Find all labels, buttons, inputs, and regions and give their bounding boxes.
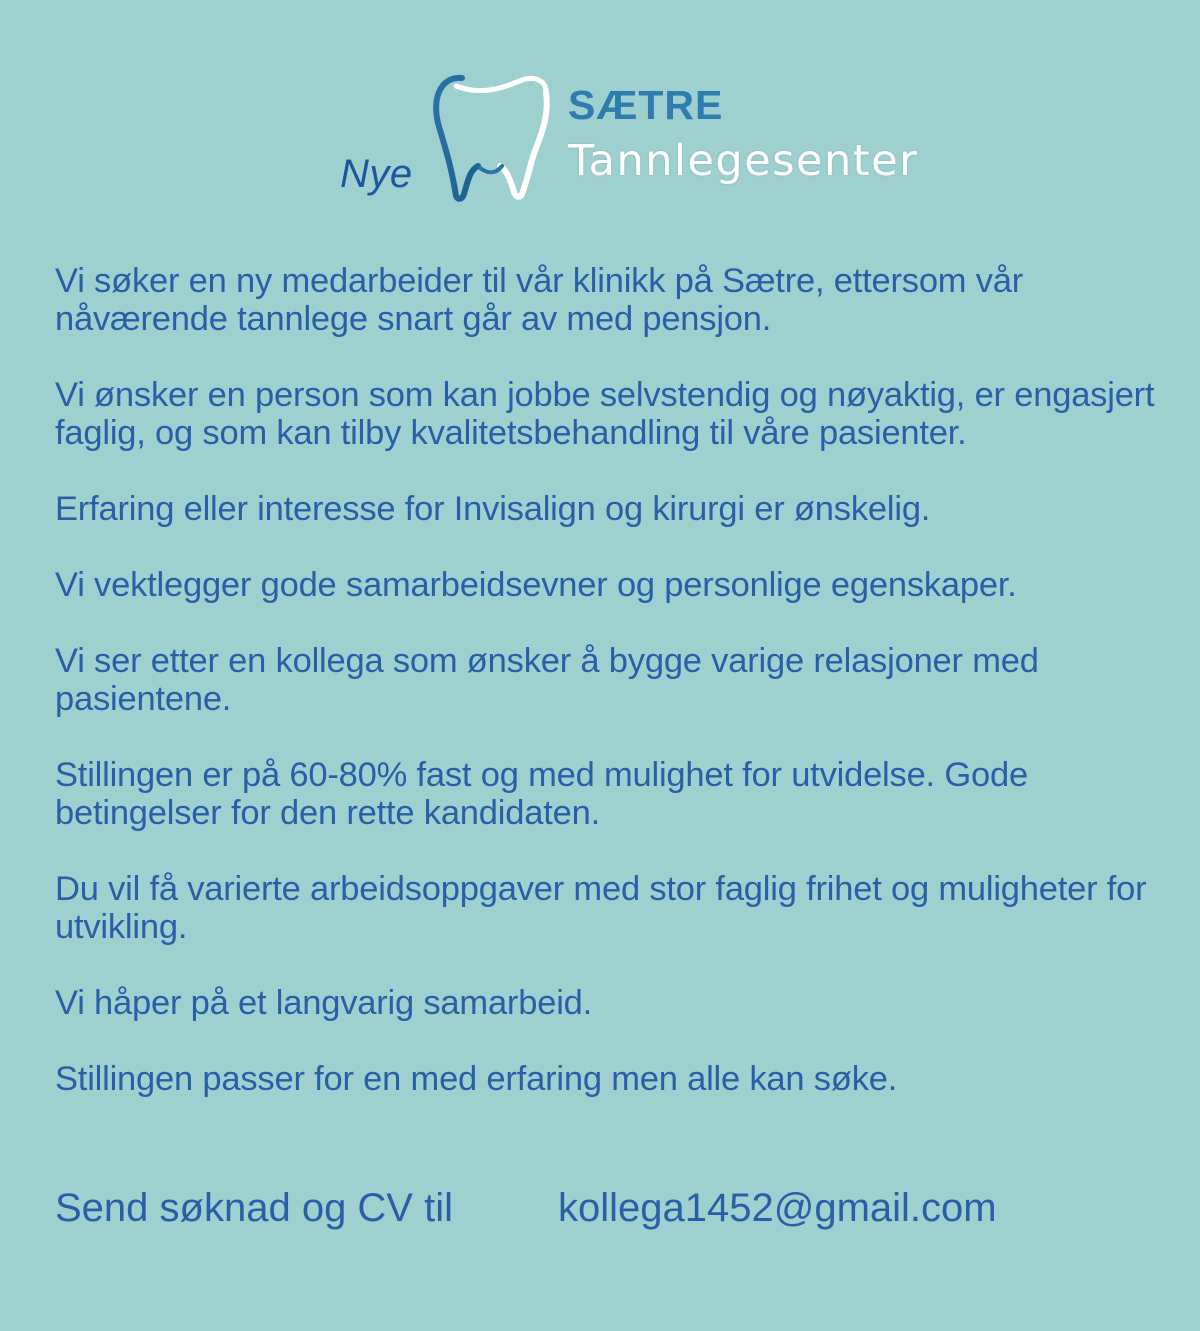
paragraph: Vi søker en ny medarbeider til vår klinikk på Sætre, ettersom vår nåværende tannlege snart går av med pensjon. bbox=[55, 262, 1024, 338]
paragraph: Vi håper på et langvarig samarbeid. bbox=[55, 984, 593, 1022]
paragraph: Stillingen er på 60-80% fast og med mulighet for utvidelse. Gode betingelser for den rette kandidaten. bbox=[55, 756, 1028, 832]
paragraph: Stillingen passer for en med erfaring men alle kan søke. bbox=[55, 1060, 898, 1098]
paragraph: Du vil få varierte arbeidsoppgaver med stor faglig frihet og muligheter for utvikling. bbox=[55, 870, 1147, 946]
logo-brand: SÆTRE bbox=[568, 82, 724, 128]
logo bbox=[340, 70, 960, 210]
logo-prefix: Nye bbox=[340, 152, 413, 196]
contact-label: Send søknad og CV til bbox=[55, 1186, 453, 1230]
tooth-icon bbox=[422, 70, 562, 202]
contact-row bbox=[55, 1184, 1165, 1234]
paragraph: Vi ser etter en kollega som ønsker å bygge varige relasjoner med pasientene. bbox=[55, 642, 1039, 718]
contact-email-link[interactable]: kollega1452@gmail.com bbox=[558, 1186, 997, 1230]
paragraph: Vi vektlegger gode samarbeidsevner og personlige egenskaper. bbox=[55, 566, 1017, 604]
logo-subtitle: Tannlegesenter bbox=[568, 136, 919, 186]
paragraph: Erfaring eller interesse for Invisalign og kirurgi er ønskelig. bbox=[55, 490, 931, 528]
job-description bbox=[55, 262, 1165, 1136]
paragraph: Vi ønsker en person som kan jobbe selvstendig og nøyaktig, er engasjert faglig, og som kan tilby kvalitetsbehandling til våre pasienter. bbox=[55, 376, 1155, 452]
